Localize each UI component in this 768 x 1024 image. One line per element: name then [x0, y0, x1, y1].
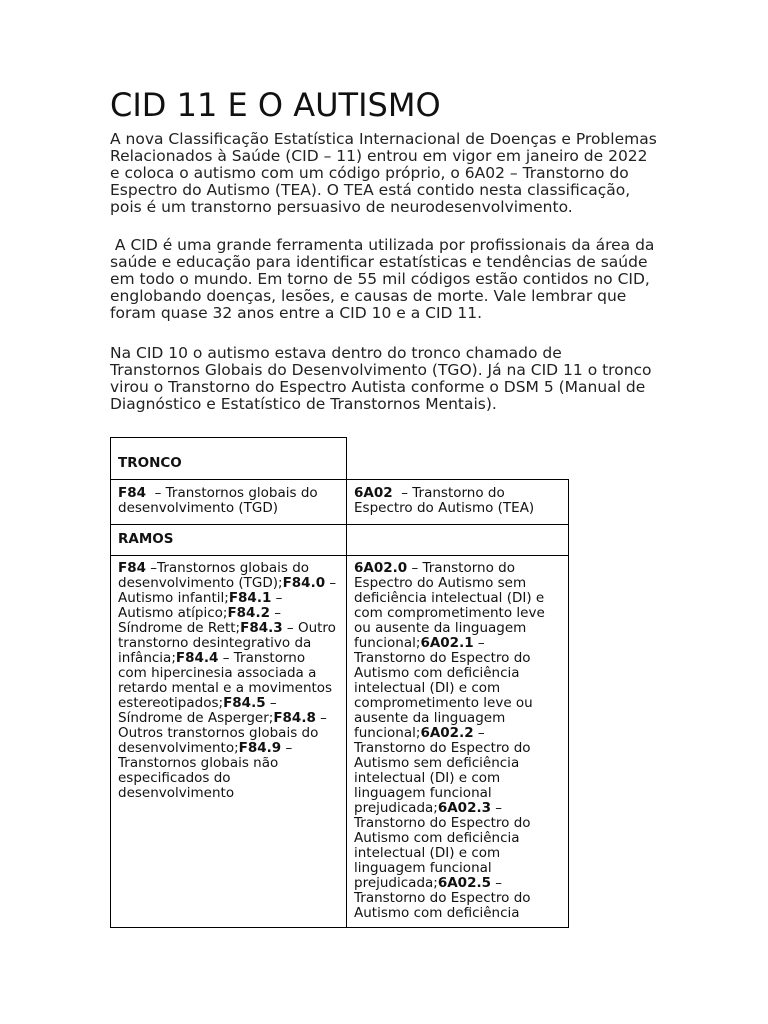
text-run: – Transtornos globais do — [146, 485, 318, 501]
code-label: F84.3 — [240, 620, 283, 636]
text-line: ou ausente da linguagem — [354, 620, 527, 636]
code-label: F84.9 — [238, 740, 282, 756]
text-run: – — [473, 725, 485, 741]
text-run: prejudicada; — [354, 800, 438, 816]
text-run: – Transtorno do — [407, 560, 515, 576]
table-divider-row-3 — [110, 555, 569, 556]
table-divider-column — [346, 437, 347, 928]
text-line: intelectual (DI) e com — [354, 770, 501, 786]
text-line — [118, 486, 318, 501]
text-line: A CID é uma grande ferramenta utilizada por profissionais da área da — [110, 236, 655, 254]
text-run: Síndrome de Rett; — [118, 620, 241, 636]
text-line — [354, 876, 545, 891]
text-run: – — [315, 710, 327, 726]
text-run: – — [491, 875, 503, 891]
table-border-left — [110, 437, 111, 928]
text-line: Autismo sem deficiência — [354, 755, 520, 771]
table-cell-tronco-cid10 — [118, 486, 318, 516]
code-label: 6A02.3 — [437, 800, 491, 816]
text-run: Autismo atípico; — [118, 605, 228, 621]
text-line: Autismo com deficiência — [354, 665, 520, 681]
code-label: F84 — [118, 485, 147, 501]
text-line — [354, 636, 545, 651]
text-run: estereotipados; — [118, 695, 224, 711]
text-line: comprometimento leve ou — [354, 695, 533, 711]
text-line: intelectual (DI) e com — [354, 680, 501, 696]
table-divider-row-2 — [110, 524, 569, 525]
table-cell-tronco-label: TRONCO — [118, 455, 182, 471]
text-run: – Transtorno — [218, 650, 306, 666]
table-border-bottom — [110, 927, 569, 928]
text-run: desenvolvimento (TGD); — [118, 575, 283, 591]
text-line: Espectro do Autismo (TEA) — [354, 500, 535, 516]
text-run: –Transtornos globais do — [146, 560, 310, 576]
text-line: Transtorno do Espectro do — [354, 890, 531, 906]
text-line: deficiência intelectual (DI) e — [354, 590, 545, 606]
table-divider-row-1 — [110, 479, 569, 480]
text-line — [118, 606, 336, 621]
code-label: F84.1 — [228, 590, 272, 606]
document-title: CID 11 E O AUTISMO — [110, 86, 441, 124]
text-line: Espectro do Autismo sem — [354, 575, 527, 591]
text-line — [354, 486, 534, 501]
text-line — [118, 621, 336, 636]
text-line: transtorno desintegrativo da — [118, 635, 312, 651]
text-line: e coloca o autismo com um código próprio, o 6A02 – Transtorno do — [110, 164, 629, 182]
code-label: 6A02.5 — [437, 875, 491, 891]
text-run: – — [325, 575, 337, 591]
text-line: Transtorno do Espectro do — [354, 740, 531, 756]
code-label: F84.4 — [175, 650, 219, 666]
text-line: ausente da linguagem — [354, 710, 506, 726]
paragraph-cid10-vs-cid11 — [110, 345, 652, 413]
text-run: funcional; — [354, 635, 421, 651]
text-run: – Transtorno do — [392, 485, 505, 501]
text-line: Autismo com deficiência — [354, 905, 520, 921]
text-line — [118, 741, 336, 756]
paragraph-cid-intro — [110, 131, 657, 216]
text-run: – — [281, 740, 293, 756]
text-line: intelectual (DI) e com — [354, 845, 501, 861]
text-line: com hipercinesia associada a — [118, 665, 317, 681]
text-run: infância; — [118, 650, 176, 666]
text-line: linguagem funcional — [354, 860, 492, 876]
text-line: linguagem funcional — [354, 785, 492, 801]
text-line: Transtorno do Espectro do — [354, 650, 531, 666]
text-line: retardo mental e a movimentos — [118, 680, 333, 696]
code-label: F84 — [118, 560, 147, 576]
code-label: F84.8 — [273, 710, 316, 726]
text-run: – — [491, 800, 503, 816]
code-label: F84.2 — [227, 605, 270, 621]
text-line: em todo o mundo. Em torno de 55 mil códigos estão contidos no CID, — [110, 270, 650, 288]
text-line — [118, 651, 336, 666]
table-cell-ramos-cid10 — [118, 561, 336, 801]
text-line: A nova Classificação Estatística Internacional de Doenças e Problemas — [110, 130, 657, 148]
text-run: Autismo infantil; — [118, 590, 229, 606]
text-line — [354, 801, 545, 816]
text-run: Síndrome de Asperger; — [118, 710, 274, 726]
text-line — [118, 576, 336, 591]
text-line: Outros transtornos globais do — [118, 725, 319, 741]
text-line — [354, 726, 545, 741]
text-line — [118, 711, 336, 726]
text-run: – — [265, 695, 277, 711]
table-border-right — [568, 479, 569, 928]
text-line — [354, 561, 545, 576]
text-line: desenvolvimento (TGD) — [118, 500, 279, 516]
text-line — [118, 561, 336, 576]
text-run: – — [271, 590, 283, 606]
text-line: Transtorno do Espectro do — [354, 815, 531, 831]
code-label: F84.5 — [223, 695, 266, 711]
code-label: 6A02 — [354, 485, 393, 501]
table-cell-tronco-cid11 — [354, 486, 534, 516]
code-label: 6A02.2 — [420, 725, 474, 741]
paragraph-cid-tool — [110, 237, 654, 322]
table-border-top — [110, 437, 347, 438]
text-run: – Outro — [282, 620, 336, 636]
text-line — [118, 696, 336, 711]
text-line: saúde e educação para identificar estatísticas e tendências de saúde — [110, 253, 648, 271]
text-line: Transtornos Globais do Desenvolvimento (TGO). Já na CID 11 o tronco — [110, 361, 652, 379]
text-line: pois é um transtorno persuasivo de neurodesenvolvimento. — [110, 198, 573, 216]
code-label: 6A02.0 — [354, 560, 408, 576]
table-cell-ramos-cid11 — [354, 561, 545, 921]
text-run: funcional; — [354, 725, 421, 741]
code-label: 6A02.1 — [420, 635, 474, 651]
text-line: foram quase 32 anos entre a CID 10 e a CID 11. — [110, 304, 483, 322]
text-line — [118, 591, 336, 606]
code-label: F84.0 — [282, 575, 326, 591]
text-line: especificados do — [118, 770, 231, 786]
text-line: Autismo com deficiência — [354, 830, 520, 846]
text-line: com comprometimento leve — [354, 605, 545, 621]
text-run: – — [269, 605, 282, 621]
text-line: Na CID 10 o autismo estava dentro do tronco chamado de — [110, 344, 562, 362]
text-line: Espectro do Autismo (TEA). O TEA está contido nesta classificação, — [110, 181, 631, 199]
text-run: prejudicada; — [354, 875, 438, 891]
text-line: englobando doenças, lesões, e causas de morte. Vale lembrar que — [110, 287, 627, 305]
text-line: virou o Transtorno do Espectro Autista conforme o DSM 5 (Manual de — [110, 378, 646, 396]
text-line: Diagnóstico e Estatístico de Transtornos Mentais). — [110, 395, 497, 413]
text-line: Transtornos globais não — [118, 755, 279, 771]
text-line: desenvolvimento — [118, 785, 235, 801]
text-line: Relacionados à Saúde (CID – 11) entrou em vigor em janeiro de 2022 — [110, 147, 648, 165]
text-run: – — [473, 635, 485, 651]
table-cell-ramos-label: RAMOS — [118, 531, 174, 547]
text-run: desenvolvimento; — [118, 740, 239, 756]
